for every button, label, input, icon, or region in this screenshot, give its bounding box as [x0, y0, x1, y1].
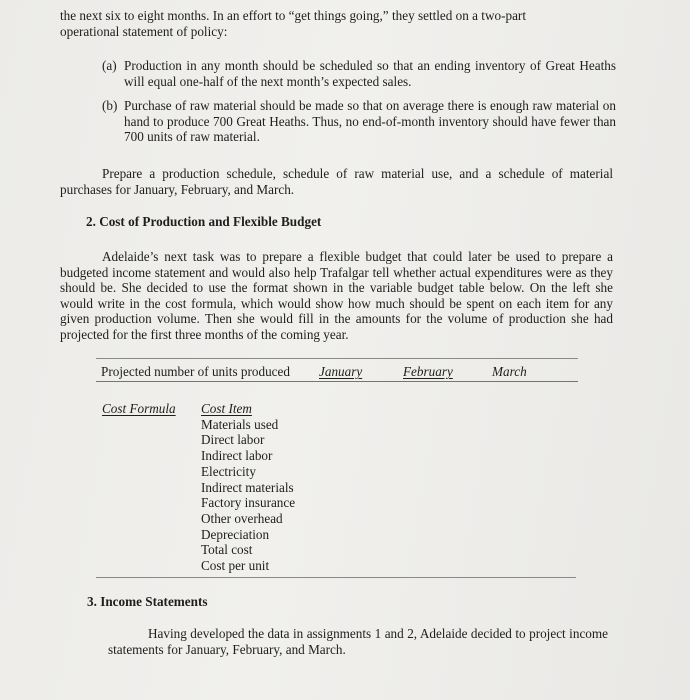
task-paragraph: Prepare a production schedule, schedule of raw material use, and a schedule of material purchases for January, February, and March. — [60, 166, 613, 197]
units-produced-label: Projected number of units produced — [101, 364, 290, 379]
cost-item: Other overhead — [201, 510, 283, 526]
section-3-heading: 3. Income Statements — [87, 594, 208, 609]
cost-item: Materials used — [201, 416, 279, 432]
cost-item: Total cost — [201, 542, 253, 558]
policy-item-label: (b) — [102, 98, 118, 113]
intro-line-2: operational statement of policy: — [60, 23, 228, 39]
cost-item: Depreciation — [201, 526, 270, 542]
policy-item-b — [102, 98, 616, 146]
section-2-heading: 2. Cost of Production and Flexible Budget — [86, 214, 322, 229]
intro-paragraph — [60, 8, 620, 39]
policy-item-text: Production in any month should be scheduled so that an ending inventory of Great Heaths will equal one-half of the next month’s expected sales. — [124, 58, 616, 89]
month-header-march: March — [492, 364, 527, 379]
cost-item-list — [201, 401, 295, 574]
table-bottom-rule — [96, 577, 576, 578]
cost-item: Direct labor — [201, 432, 265, 448]
month-header-february: February — [403, 364, 453, 379]
section-3-paragraph: Having developed the data in assignments 1 and 2, Adelaide decided to project income statements for January, February, and March. — [108, 626, 608, 657]
policy-item-label: (a) — [102, 58, 117, 73]
intro-line-1: the next six to eight months. In an effort to “get things going,” they settled on a two-part — [60, 8, 526, 23]
cost-item: Cost per unit — [201, 558, 270, 574]
cost-item: Electricity — [201, 463, 256, 479]
cost-formula-header: Cost Formula — [102, 401, 176, 416]
section-2-paragraph: Adelaide’s next task was to prepare a flexible budget that could later be used to prepare a budgeted income statement and would also help Trafalgar tell whether actual expenditures were as they should be. She decided to use the format shown in the variable budget table below. On the left she would write in the cost formula, which would show how much should be spent on each item for any given production volume. Then she would fill in the amounts for the volume of production she had projected for the first three months of the coming year. — [60, 249, 613, 342]
cost-item: Indirect labor — [201, 448, 273, 464]
cost-item: Factory insurance — [201, 495, 296, 511]
month-header-january: January — [319, 364, 363, 379]
cost-item-header: Cost Item — [201, 401, 252, 416]
table-top-rule — [96, 358, 578, 359]
policy-item-text: Purchase of raw material should be made so that on average there is enough raw material on hand to produce 700 Great Heaths. Thus, no end-of-month inventory should have fewer than 700 units of raw material. — [124, 98, 616, 145]
cost-item: Indirect materials — [201, 479, 294, 495]
table-header-rule — [96, 381, 578, 382]
policy-item-a — [102, 58, 616, 90]
